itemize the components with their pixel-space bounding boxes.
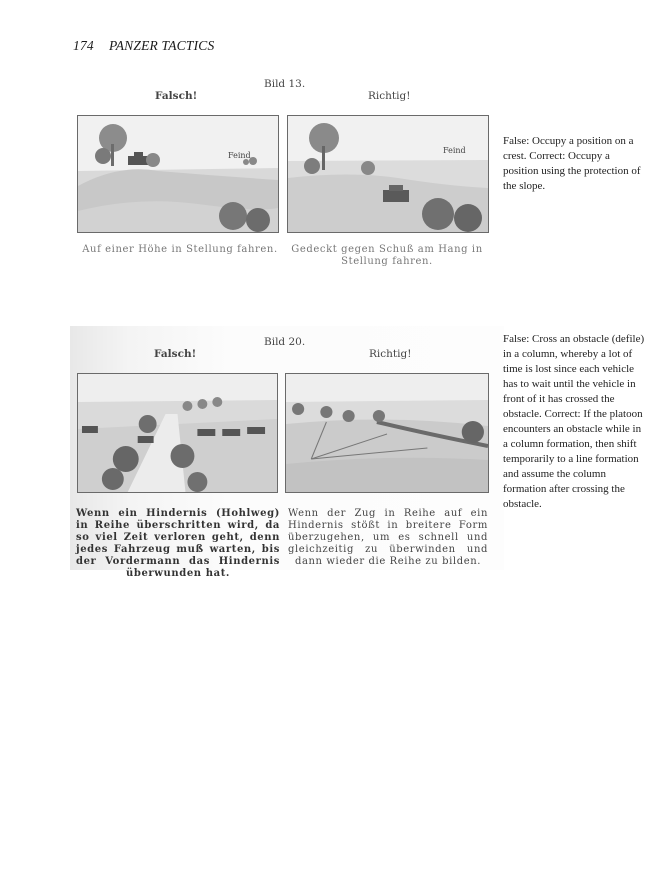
plate-label-20: Bild 20.	[264, 336, 306, 348]
caption-wrong-13: Auf einer Höhe in Stellung fahren.	[82, 244, 278, 255]
caption-wrong-20: Wenn ein Hindernis (Hohlweg) in Reihe überschritten wird, da so viel Zeit verloren geht, denn jedes Fahrzeug muß warten, bis der Vordermann das Hindernis überwunden hat.	[76, 508, 280, 579]
book-title: PANZER TACTICS	[109, 38, 215, 53]
illustration-right-line	[285, 373, 489, 493]
translation-figure-13: False: Occupy a position on a crest. Correct: Occupy a position using the protection of the slope.	[503, 135, 641, 192]
illustration-wrong-crest	[77, 115, 279, 233]
wrong-label-20: Falsch!	[154, 348, 197, 360]
illustration-label-enemy: Feind	[443, 146, 466, 155]
illustration-wrong-column	[77, 373, 278, 493]
wrong-label-13: Falsch!	[155, 90, 198, 102]
right-label-13: Richtig!	[368, 90, 411, 102]
running-head	[73, 38, 214, 54]
caption-right-20: Wenn der Zug in Reihe auf ein Hindernis stößt in breitere Form überzugehen, um es schnell und gleichzeitig zu überwinden und dann wieder die Reihe zu bilden.	[288, 508, 488, 567]
right-label-20: Richtig!	[369, 348, 412, 360]
illustration-right-slope	[287, 115, 489, 233]
illustration-label-enemy: Feind	[228, 151, 251, 160]
caption-right-13: Gedeckt gegen Schuß am Hang in Stellung fahren.	[291, 244, 483, 267]
translation-figure-20: False: Cross an obstacle (defile) in a column, whereby a lot of time is lost since each vehicle has to wait until the vehicle in front of it has crossed the obstacle. Correct: If the platoon encounters an obstacle while in a column formation, then shift temporarily to a line formation and assume the column formation after crossing the obstacle.	[503, 333, 645, 510]
plate-label-13: Bild 13.	[264, 78, 306, 90]
page-number: 174	[73, 38, 94, 53]
